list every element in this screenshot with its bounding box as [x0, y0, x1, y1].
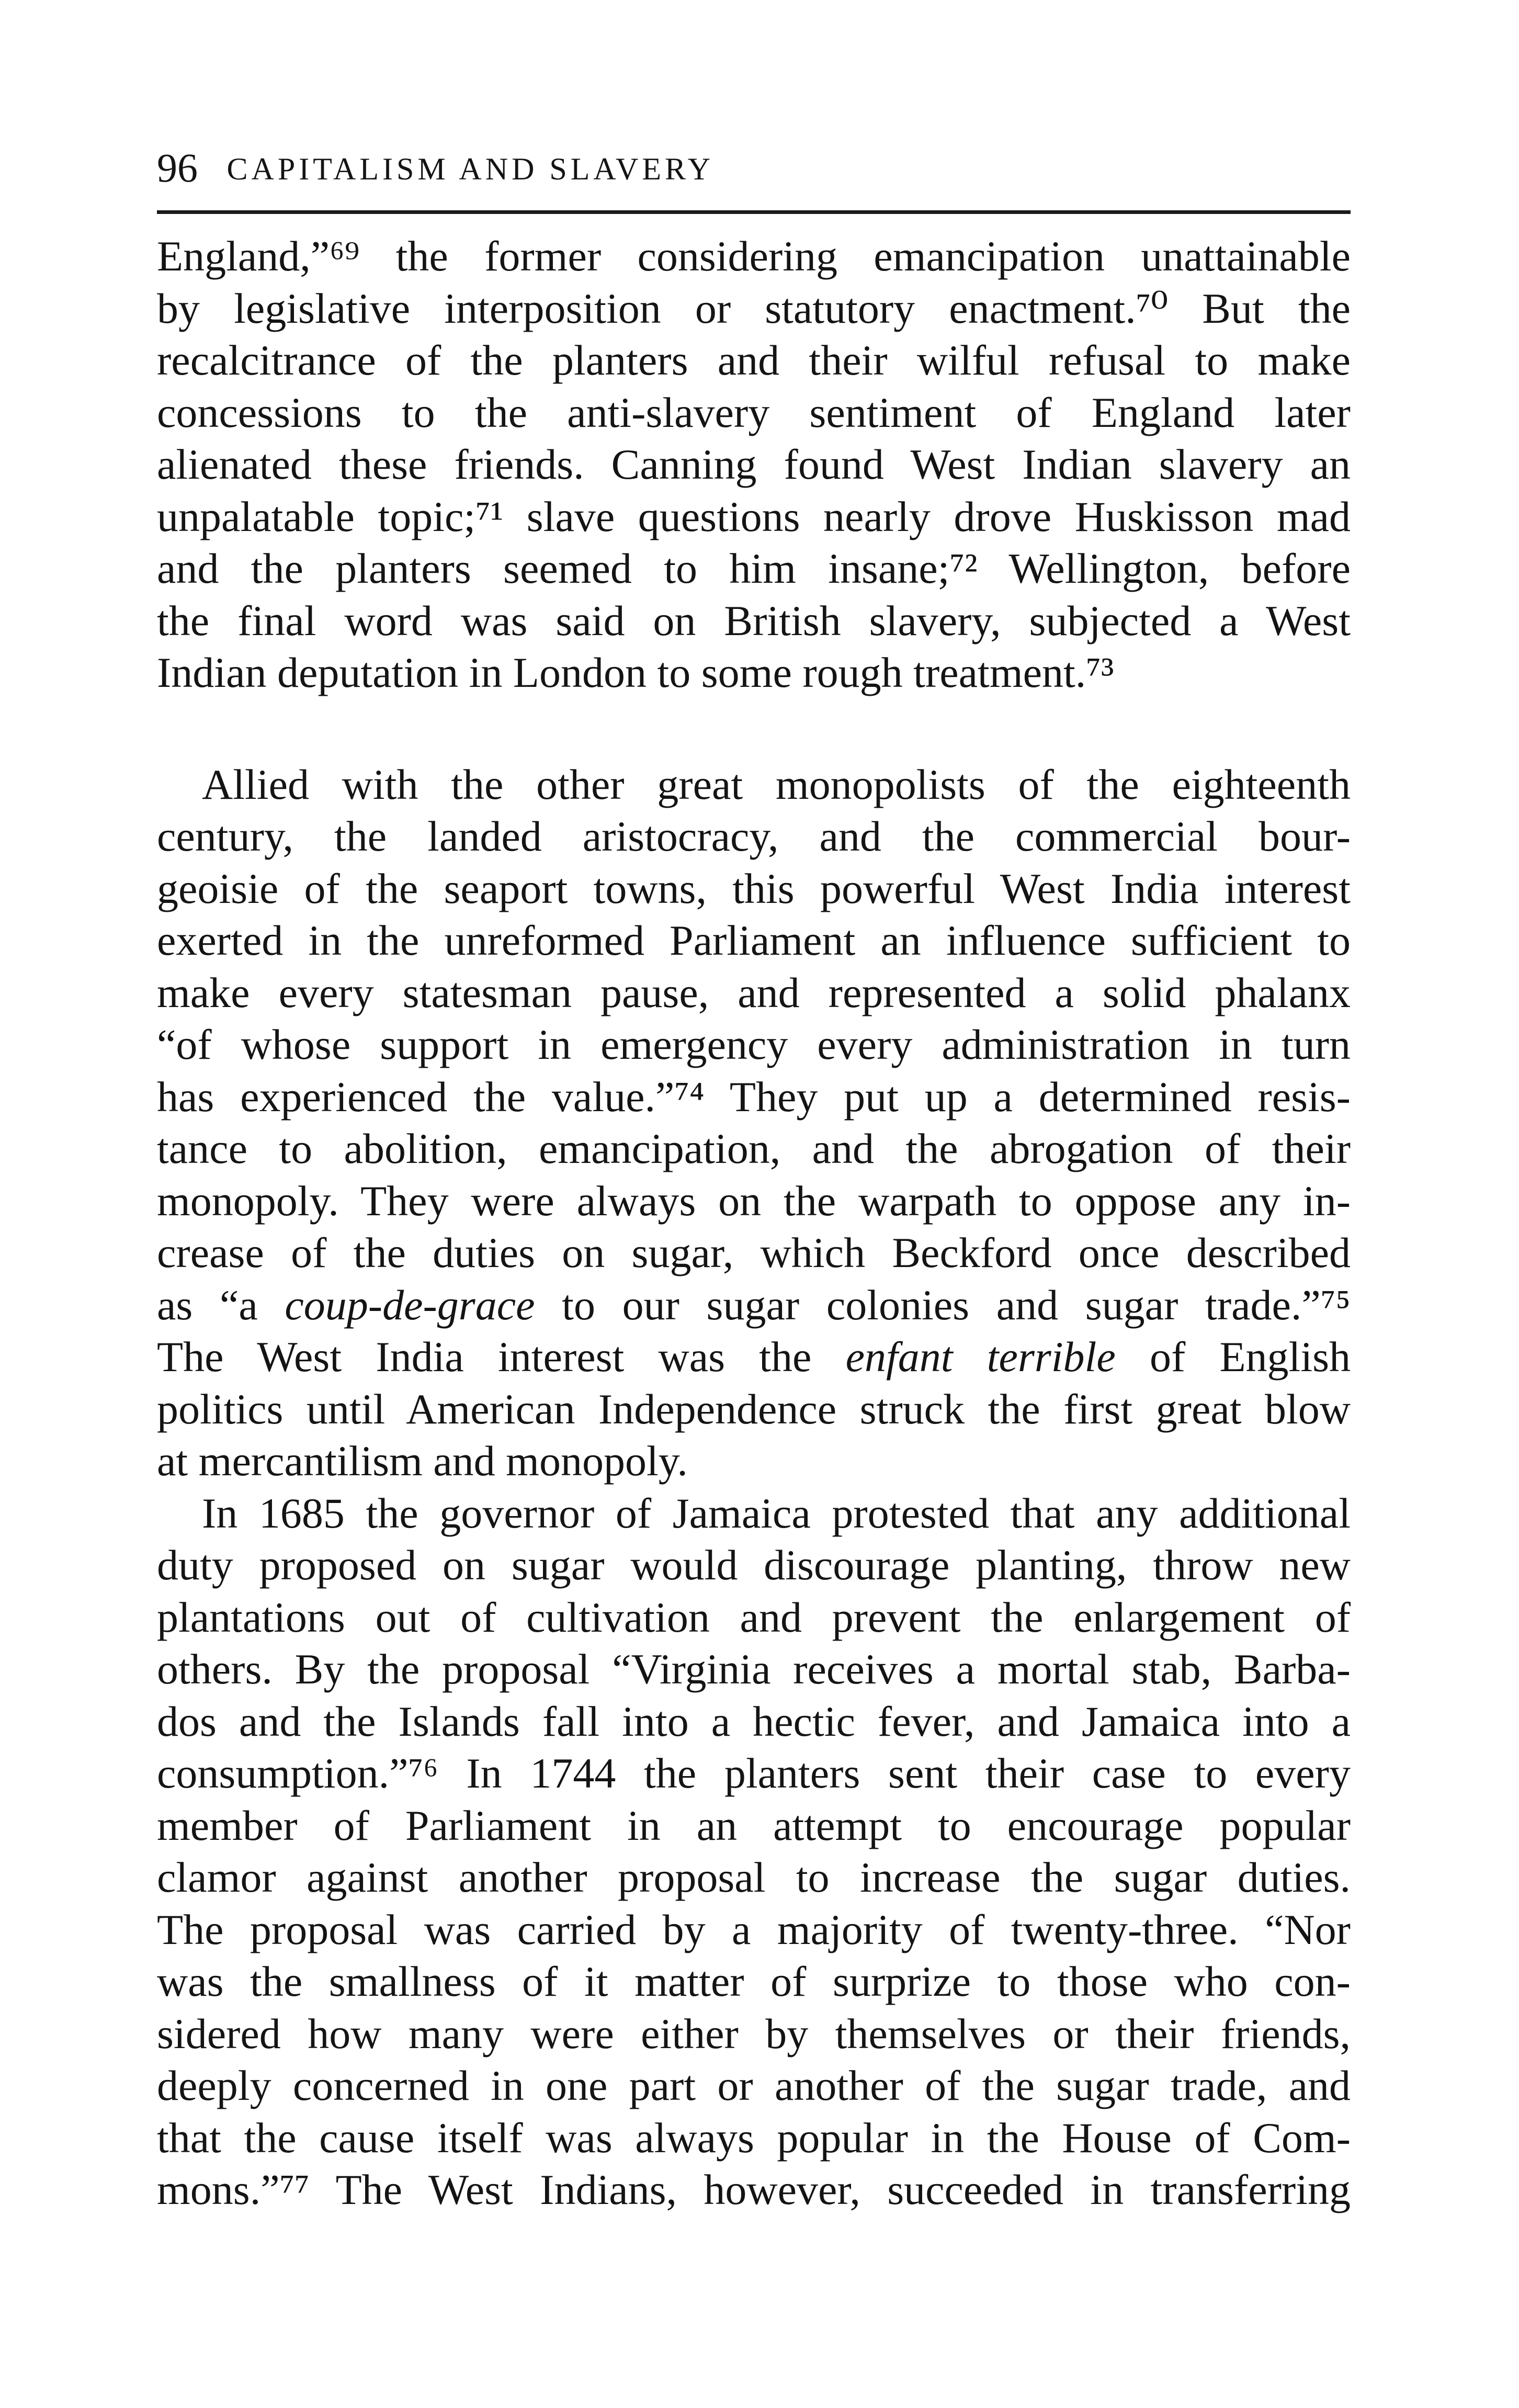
text-line: others. By the proposal “Virginia receives a mortal stab, Barba-: [157, 1645, 1351, 1693]
text-line-with-italic: [157, 1279, 1351, 1331]
text-line: crease of the duties on sugar, which Beckford once described: [157, 1229, 1351, 1276]
text-line: has experienced the value.”⁷⁴ They put up a determined resis-: [157, 1072, 1351, 1121]
text-line: make every statesman pause, and represented a solid phalanx: [157, 968, 1351, 1016]
text-run: as “a: [157, 1281, 285, 1329]
italic-phrase: coup-de-grace: [285, 1281, 535, 1329]
text-line: Indian deputation in London to some rough treatment.⁷³: [157, 649, 1114, 696]
text-line: In 1685 the governor of Jamaica protested that any additional: [202, 1489, 1351, 1537]
text-run: of English: [1115, 1333, 1351, 1381]
text-line: “of whose support in emergency every administration in turn: [157, 1021, 1351, 1068]
text-line: mons.”⁷⁷ The West Indians, however, succeeded in transferring: [157, 2166, 1351, 2213]
italic-phrase: enfant terrible: [845, 1333, 1116, 1381]
paragraph-2: [157, 759, 1351, 1487]
body-text: [157, 230, 1351, 2216]
running-head: [157, 144, 1350, 191]
text-line: by legislative interposition or statutory enactment.⁷⁰ But the: [157, 284, 1351, 332]
text-line: unpalatable topic;⁷¹ slave questions nearly drove Huskisson mad: [157, 492, 1351, 540]
text-line: was the smallness of it matter of surprize to those who con-: [157, 1958, 1351, 2005]
paragraph-1: [157, 230, 1351, 699]
header-rule: [157, 210, 1351, 214]
text-line: recalcitrance of the planters and their wilful refusal to make: [157, 336, 1351, 384]
text-line: clamor against another proposal to increase the sugar duties.: [157, 1853, 1351, 1901]
text-line: Allied with the other great monopolists of the eighteenth: [202, 760, 1351, 808]
text-line: plantations out of cultivation and prevent the enlargement of: [157, 1593, 1351, 1641]
text-line: alienated these friends. Canning found West Indian slavery an: [157, 440, 1351, 488]
text-line: The proposal was carried by a majority of twenty-three. “Nor: [157, 1905, 1351, 1953]
text-line: dos and the Islands fall into a hectic fever, and Jamaica into a: [157, 1697, 1351, 1745]
text-line: geoisie of the seaport towns, this powerful West India interest: [157, 864, 1351, 912]
text-line: at mercantilism and monopoly.: [157, 1437, 688, 1485]
text-line: duty proposed on sugar would discourage planting, throw new: [157, 1541, 1351, 1589]
text-line-with-italic: [157, 1331, 1351, 1383]
text-line: sidered how many were either by themselves or their friends,: [157, 2009, 1351, 2057]
text-line: tance to abolition, emancipation, and the abrogation of their: [157, 1125, 1351, 1172]
text-line: politics until American Independence struck the first great blow: [157, 1385, 1351, 1433]
text-line: monopoly. They were always on the warpath to oppose any in-: [157, 1177, 1351, 1225]
text-run: The West India interest was the: [157, 1333, 846, 1381]
text-run: to our sugar colonies and sugar trade.”⁷⁵: [535, 1281, 1351, 1329]
text-line: concessions to the anti-slavery sentiment of England later: [157, 388, 1351, 436]
text-line: member of Parliament in an attempt to encourage popular: [157, 1801, 1351, 1849]
text-line: century, the landed aristocracy, and the commercial bour-: [157, 812, 1351, 860]
text-line: consumption.”⁷⁶ In 1744 the planters sent their case to every: [157, 1749, 1351, 1797]
section-break: [157, 699, 1351, 759]
text-line: and the planters seemed to him insane;⁷² Wellington, before: [157, 545, 1351, 592]
text-line: the final word was said on British slavery, subjected a West: [157, 596, 1351, 645]
text-line: deeply concerned in one part or another of the sugar trade, and: [157, 2062, 1351, 2109]
page-number: 96: [157, 145, 198, 190]
text-line: England,”⁶⁹ the former considering emancipation unattainable: [157, 232, 1351, 280]
paragraph-3: [157, 1487, 1351, 2216]
running-head-title: CAPITALISM AND SLAVERY: [226, 152, 715, 186]
text-line: exerted in the unreformed Parliament an influence sufficient to: [157, 917, 1351, 964]
text-line: that the cause itself was always popular in the House of Com-: [157, 2113, 1351, 2162]
